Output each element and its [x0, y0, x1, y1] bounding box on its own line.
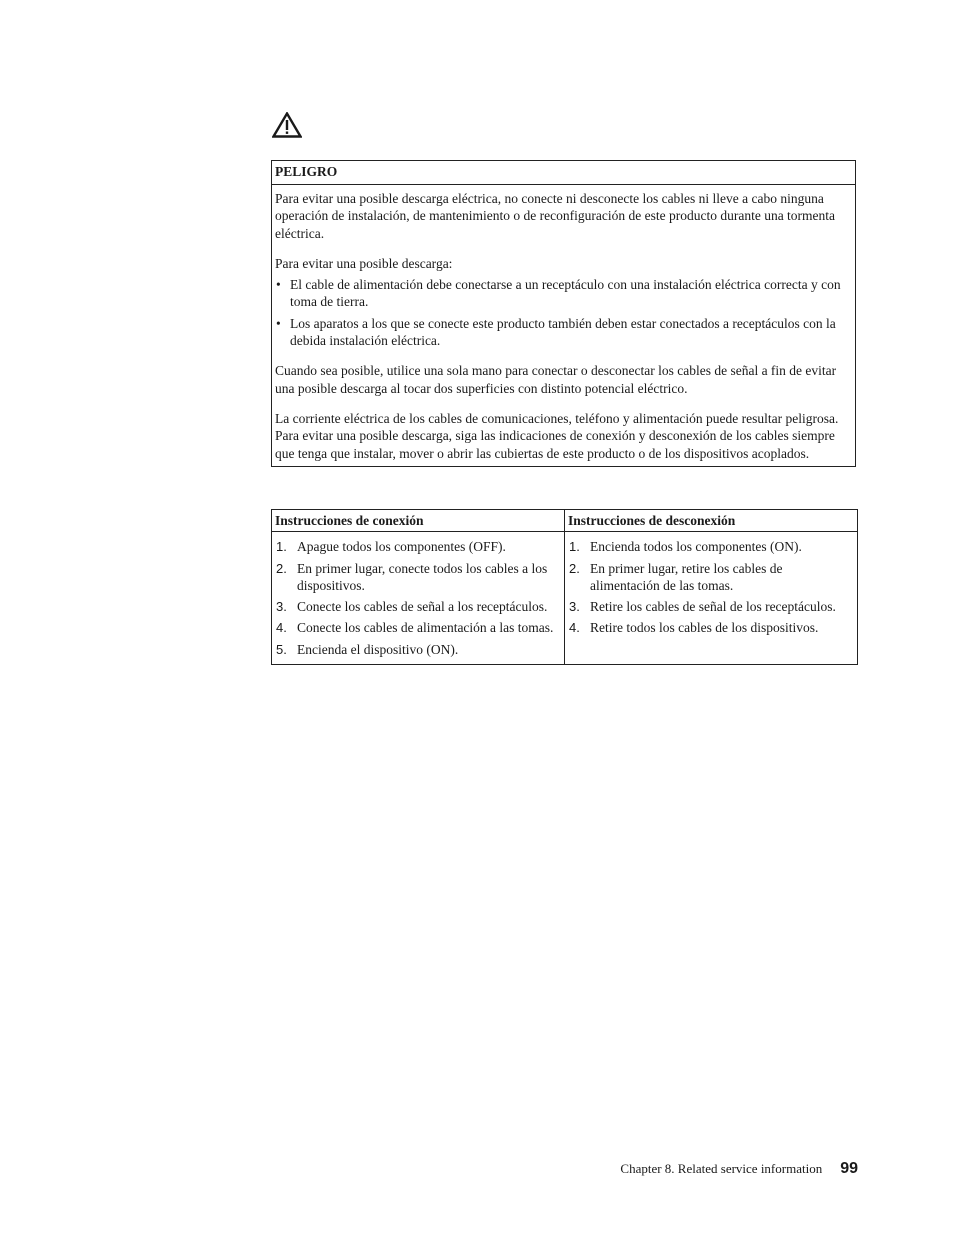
connect-header: Instrucciones de conexión: [272, 510, 565, 532]
danger-paragraph: La corriente eléctrica de los cables de comunicaciones, teléfono y alimentación puede resultar peligrosa. Para evitar una posible descarga, siga las indicaciones de conexión y desconexión de los cables siempre que tenga que instalar, mover o abrir las cubiertas de este producto o de los dispositivos acoplados.: [275, 410, 839, 461]
disconnect-step: [568, 619, 854, 636]
bullet-text: Los aparatos a los que se conecte este producto también deben estar conectados a receptáculos con la debida instalación eléctrica.: [290, 315, 836, 349]
danger-bullet-list: [275, 276, 852, 349]
disconnect-steps-cell: [565, 532, 858, 665]
instructions-table: [271, 509, 858, 665]
danger-notice: [271, 160, 856, 467]
step-number: 2.: [276, 560, 287, 576]
connect-step: [275, 560, 561, 595]
danger-paragraph: Para evitar una posible descarga:: [275, 255, 453, 271]
bullet-dot: •: [276, 315, 281, 331]
disconnect-step: [568, 538, 854, 555]
disconnect-step: [568, 560, 854, 595]
step-number: 2.: [569, 560, 580, 576]
step-text: Encienda el dispositivo (ON).: [297, 641, 459, 657]
danger-body: [272, 185, 855, 466]
step-number: 3.: [569, 599, 580, 615]
connect-step: [275, 619, 561, 636]
step-number: 5.: [276, 641, 287, 657]
bullet-item: [275, 276, 852, 311]
warning-triangle-icon: [272, 112, 302, 138]
danger-paragraph: Para evitar una posible descarga eléctrica, no conecte ni desconecte los cables ni lleve a cabo ninguna operación de instalación, de mantenimiento o de reconfiguración de este producto durante una tormenta eléctrica.: [275, 191, 836, 241]
danger-paragraph: Cuando sea posible, utilice una sola mano para conectar o desconectar los cables de señal a fin de evitar una posible descarga al tocar dos superficies con distinto potencial eléctrico.: [275, 363, 837, 396]
connect-steps-list: [275, 538, 561, 658]
connect-step: [275, 598, 561, 615]
step-text: Conecte los cables de alimentación a las tomas.: [297, 620, 554, 636]
danger-title: PELIGRO: [272, 161, 855, 185]
step-text: Retire los cables de señal de los receptáculos.: [590, 599, 836, 615]
disconnect-steps-list: [568, 538, 854, 636]
bullet-text: El cable de alimentación debe conectarse a un receptáculo con una instalación eléctrica correcta y con toma de tierra.: [290, 277, 841, 310]
connect-step: [275, 538, 561, 555]
step-number: 4.: [569, 620, 580, 636]
connect-step: [275, 641, 561, 658]
bullet-item: [275, 315, 852, 350]
step-number: 3.: [276, 599, 287, 615]
chapter-title: Chapter 8. Related service information: [620, 1161, 823, 1176]
page-number: 99: [840, 1160, 858, 1177]
disconnect-header: Instrucciones de desconexión: [565, 510, 858, 532]
page-footer: [620, 1160, 858, 1178]
bullet-dot: •: [276, 277, 281, 293]
step-text: Encienda todos los componentes (ON).: [590, 539, 802, 555]
step-number: 4.: [276, 620, 287, 636]
step-text: Conecte los cables de señal a los receptáculos.: [297, 599, 548, 615]
connect-steps-cell: [272, 532, 565, 665]
step-number: 1.: [276, 539, 287, 555]
step-number: 1.: [569, 539, 580, 555]
step-text: Apague todos los componentes (OFF).: [297, 539, 506, 555]
step-text: En primer lugar, retire los cables de alimentación de las tomas.: [590, 560, 783, 593]
disconnect-step: [568, 598, 854, 615]
step-text: Retire todos los cables de los dispositivos.: [590, 620, 819, 636]
step-text: En primer lugar, conecte todos los cables a los dispositivos.: [297, 560, 548, 593]
